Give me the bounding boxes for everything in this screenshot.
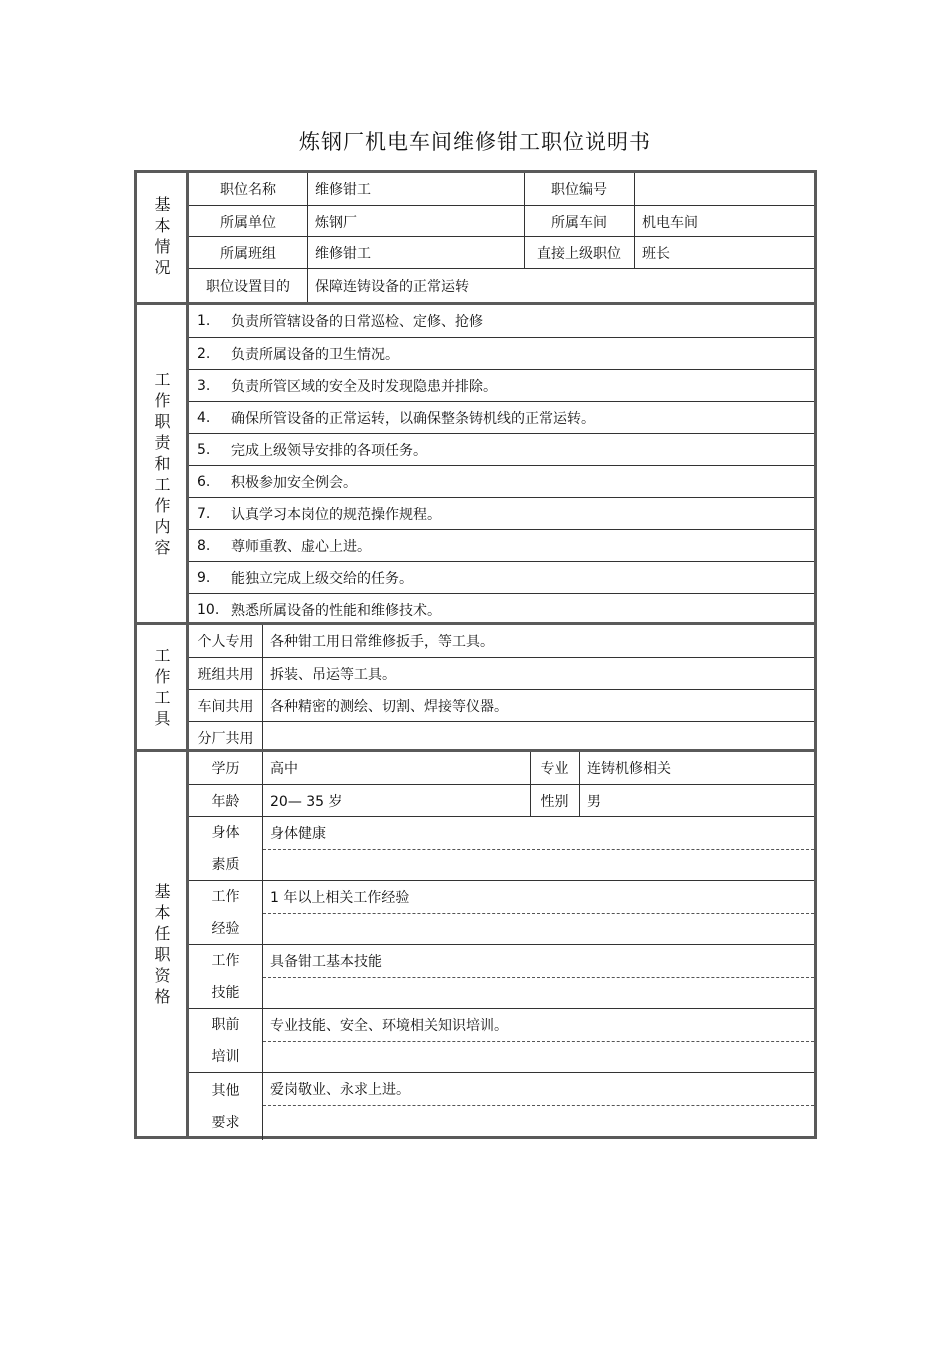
duties-section xyxy=(137,302,814,625)
qual-value: 1 年以上相关工作经验 xyxy=(270,890,410,906)
duty-text: 确保所管设备的正常运转，以确保整条铸机线的正常运转。 xyxy=(231,411,595,427)
qualifications-label: 基本任职资格 xyxy=(137,752,189,1139)
duty-item xyxy=(189,433,814,466)
qual-value: 身体健康 xyxy=(270,826,326,842)
duty-number: 7. xyxy=(197,506,211,522)
duties-label: 工作职责和工作内容 xyxy=(137,305,189,625)
duty-item xyxy=(189,561,814,594)
education-row xyxy=(189,752,814,784)
team-label: 所属班组 xyxy=(220,246,276,262)
purpose-label: 职位设置目的 xyxy=(206,279,290,295)
qual-row-physical xyxy=(189,816,814,881)
duty-text: 认真学习本岗位的规范操作规程。 xyxy=(231,507,441,523)
qual-label-line1: 其他 xyxy=(211,1082,240,1099)
duty-text: 负责所属设备的卫生情况。 xyxy=(231,347,399,363)
duty-item xyxy=(189,465,814,498)
tools-label: 工作工具 xyxy=(137,625,189,752)
position-code-value xyxy=(642,173,812,205)
job-description-table xyxy=(134,170,817,1139)
tool-value: 各种精密的测绘、切割、焊接等仪器。 xyxy=(270,699,508,715)
duty-item xyxy=(189,497,814,530)
unit-label: 所属单位 xyxy=(220,214,276,231)
unit-value: 炼钢厂 xyxy=(315,214,357,231)
qual-row-other xyxy=(189,1072,814,1140)
duty-number: 2. xyxy=(197,346,211,362)
tool-category: 分厂共用 xyxy=(197,730,254,747)
duty-text: 负责所管辖设备的日常巡检、定修、抢修 xyxy=(231,314,483,330)
tool-row xyxy=(189,625,814,657)
qual-label-line2: 素质 xyxy=(211,857,240,873)
tools-section xyxy=(137,622,814,752)
education-label: 学历 xyxy=(211,761,240,777)
tool-category: 个人专用 xyxy=(197,634,254,650)
duty-item xyxy=(189,369,814,402)
age-label: 年龄 xyxy=(211,794,240,810)
qual-label-line2: 培训 xyxy=(211,1049,240,1065)
duty-item xyxy=(189,529,814,562)
qual-row-experience xyxy=(189,880,814,945)
basic-row-1 xyxy=(189,173,814,205)
duty-text: 能独立完成上级交给的任务。 xyxy=(231,571,413,587)
qual-value: 具备钳工基本技能 xyxy=(270,954,382,970)
qual-value: 爱岗敬业、永求上进。 xyxy=(270,1082,410,1098)
tool-category: 班组共用 xyxy=(197,667,254,683)
duty-number: 9. xyxy=(197,570,211,586)
duty-text: 熟悉所属设备的性能和维修技术。 xyxy=(231,603,441,619)
position-name-label: 职位名称 xyxy=(220,182,276,198)
duty-item xyxy=(189,337,814,370)
tool-value: 拆装、吊运等工具。 xyxy=(270,667,396,683)
team-value: 维修钳工 xyxy=(315,246,371,262)
qual-label xyxy=(189,945,262,1009)
qual-label xyxy=(189,1009,262,1073)
workshop-value: 机电车间 xyxy=(642,214,698,231)
position-code-label: 职位编号 xyxy=(551,182,607,198)
tool-row xyxy=(189,657,814,690)
basic-info-label: 基本情况 xyxy=(137,173,189,302)
qual-label-line2: 经验 xyxy=(211,921,240,937)
major-value: 连铸机修相关 xyxy=(587,761,671,777)
duty-number: 10. xyxy=(197,602,220,618)
duty-text: 积极参加安全例会。 xyxy=(231,475,357,491)
qual-label-line1: 职前 xyxy=(211,1017,240,1033)
duty-text: 负责所管区域的安全及时发现隐患并排除。 xyxy=(231,379,497,395)
basic-row-3 xyxy=(189,236,814,269)
major-label: 专业 xyxy=(540,761,569,777)
qualifications-section xyxy=(137,749,814,1139)
document-title: 炼钢厂机电车间维修钳工职位说明书 xyxy=(299,130,651,154)
qual-label-line1: 工作 xyxy=(211,953,240,969)
gender-label: 性别 xyxy=(540,794,569,810)
basic-info-section xyxy=(137,173,814,302)
age-row xyxy=(189,784,814,817)
duty-number: 8. xyxy=(197,538,211,554)
duty-text: 尊师重教、虚心上进。 xyxy=(231,539,371,555)
qual-label-line1: 工作 xyxy=(211,889,240,905)
qual-label-line1: 身体 xyxy=(211,825,240,841)
purpose-value: 保障连铸设备的正常运转 xyxy=(315,279,469,295)
qual-label xyxy=(189,881,262,945)
duty-number: 3. xyxy=(197,378,211,394)
duty-item xyxy=(189,401,814,434)
duty-number: 1. xyxy=(197,313,211,329)
qual-row-skills xyxy=(189,944,814,1009)
tool-category: 车间共用 xyxy=(197,699,254,715)
duty-item xyxy=(189,305,814,337)
duty-number: 5. xyxy=(197,442,211,458)
tool-row xyxy=(189,689,814,722)
qual-row-training xyxy=(189,1008,814,1073)
education-value: 高中 xyxy=(270,761,298,777)
basic-row-4 xyxy=(189,268,814,303)
qual-label-line2: 要求 xyxy=(211,1114,240,1131)
qual-label xyxy=(189,817,262,881)
qual-label-line2: 技能 xyxy=(211,985,240,1001)
qual-value: 专业技能、安全、环境相关知识培训。 xyxy=(270,1018,508,1034)
gender-value: 男 xyxy=(587,794,601,810)
duty-number: 6. xyxy=(197,474,211,490)
superior-label: 直接上级职位 xyxy=(537,246,621,262)
duty-text: 完成上级领导安排的各项任务。 xyxy=(231,443,427,459)
superior-value: 班长 xyxy=(642,246,670,262)
qual-label xyxy=(189,1073,262,1140)
workshop-label: 所属车间 xyxy=(551,214,607,231)
duty-number: 4. xyxy=(197,410,211,426)
basic-row-2 xyxy=(189,205,814,237)
position-name-value: 维修钳工 xyxy=(315,182,371,198)
tool-value: 各种钳工用日常维修扳手，等工具。 xyxy=(270,634,494,650)
age-value: 20— 35 岁 xyxy=(270,794,343,810)
